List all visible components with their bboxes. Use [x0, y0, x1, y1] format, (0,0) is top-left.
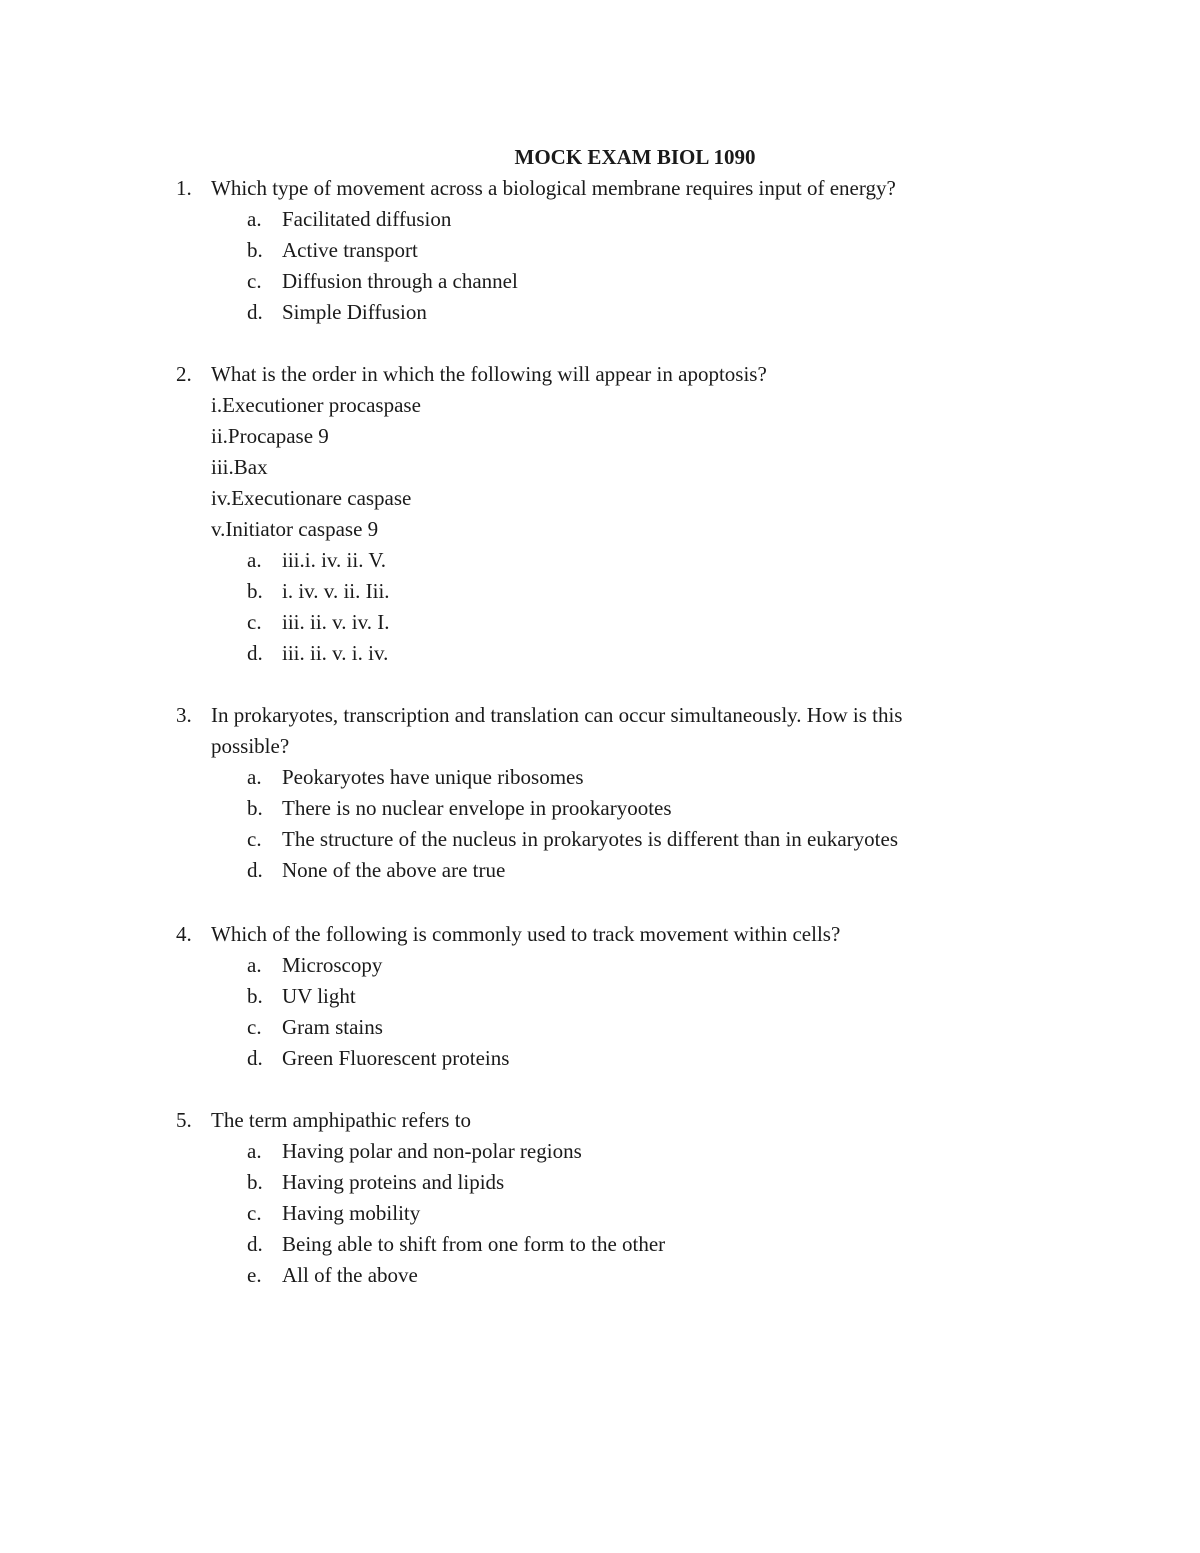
option-text: iii. ii. v. iv. I. [282, 610, 390, 634]
list-item: ii.Procapase 9 [211, 424, 329, 448]
option-label: b. [247, 1170, 263, 1194]
option-label: a. [247, 953, 262, 977]
option-label: c. [247, 610, 262, 634]
option-label: d. [247, 641, 263, 665]
option-text: Facilitated diffusion [282, 207, 452, 231]
option-label: a. [247, 765, 262, 789]
option-label: e. [247, 1263, 262, 1287]
option-text: Active transport [282, 238, 418, 262]
option-label: a. [247, 207, 262, 231]
question-number: 4. [176, 922, 192, 946]
option-label: c. [247, 827, 262, 851]
question-text: The term amphipathic refers to [211, 1108, 472, 1132]
option-text: Gram stains [282, 1015, 383, 1039]
option-label: c. [247, 269, 262, 293]
question-text: Which type of movement across a biological membrane requires input of energy? [211, 176, 896, 200]
option-text: Diffusion through a channel [282, 269, 518, 293]
option-text: Having polar and non-polar regions [282, 1139, 582, 1163]
option-text: All of the above [282, 1263, 418, 1287]
option-label: d. [247, 300, 263, 324]
option-text: Having mobility [282, 1201, 421, 1225]
option-text: Microscopy [282, 953, 383, 977]
question-text: What is the order in which the following will appear in apoptosis? [211, 362, 767, 386]
list-item: i.Executioner procaspase [211, 393, 421, 417]
question-text: In prokaryotes, transcription and translation can occur simultaneously. How is this [211, 703, 903, 727]
option-text: There is no nuclear envelope in prookaryootes [282, 796, 672, 820]
question-number: 3. [176, 703, 192, 727]
list-item: iii.Bax [211, 455, 268, 479]
option-label: a. [247, 548, 262, 572]
option-label: d. [247, 1046, 263, 1070]
exam-title: MOCK EXAM BIOL 1090 [514, 145, 756, 169]
option-text: The structure of the nucleus in prokaryotes is different than in eukaryotes [282, 827, 899, 851]
option-text: Having proteins and lipids [282, 1170, 505, 1194]
question-number: 2. [176, 362, 192, 386]
option-label: c. [247, 1015, 262, 1039]
option-label: b. [247, 579, 263, 603]
option-label: c. [247, 1201, 262, 1225]
option-text: i. iv. v. ii. Iii. [282, 579, 390, 603]
option-label: d. [247, 858, 263, 882]
option-label: b. [247, 238, 263, 262]
option-label: b. [247, 796, 263, 820]
question-text: possible? [211, 734, 290, 758]
question-number: 1. [176, 176, 192, 200]
option-label: b. [247, 984, 263, 1008]
list-item: v.Initiator caspase 9 [211, 517, 379, 541]
list-item: iv.Executionare caspase [211, 486, 412, 510]
question-text: Which of the following is commonly used to track movement within cells? [211, 922, 841, 946]
option-text: Being able to shift from one form to the other [282, 1232, 666, 1256]
option-label: a. [247, 1139, 262, 1163]
option-text: Simple Diffusion [282, 300, 427, 324]
option-text: UV light [282, 984, 356, 1008]
question-number: 5. [176, 1108, 192, 1132]
option-text: iii. ii. v. i. iv. [282, 641, 389, 665]
option-text: Green Fluorescent proteins [282, 1046, 510, 1070]
option-text: None of the above are true [282, 858, 506, 882]
option-text: iii.i. iv. ii. V. [282, 548, 387, 572]
option-text: Peokaryotes have unique ribosomes [282, 765, 584, 789]
option-label: d. [247, 1232, 263, 1256]
